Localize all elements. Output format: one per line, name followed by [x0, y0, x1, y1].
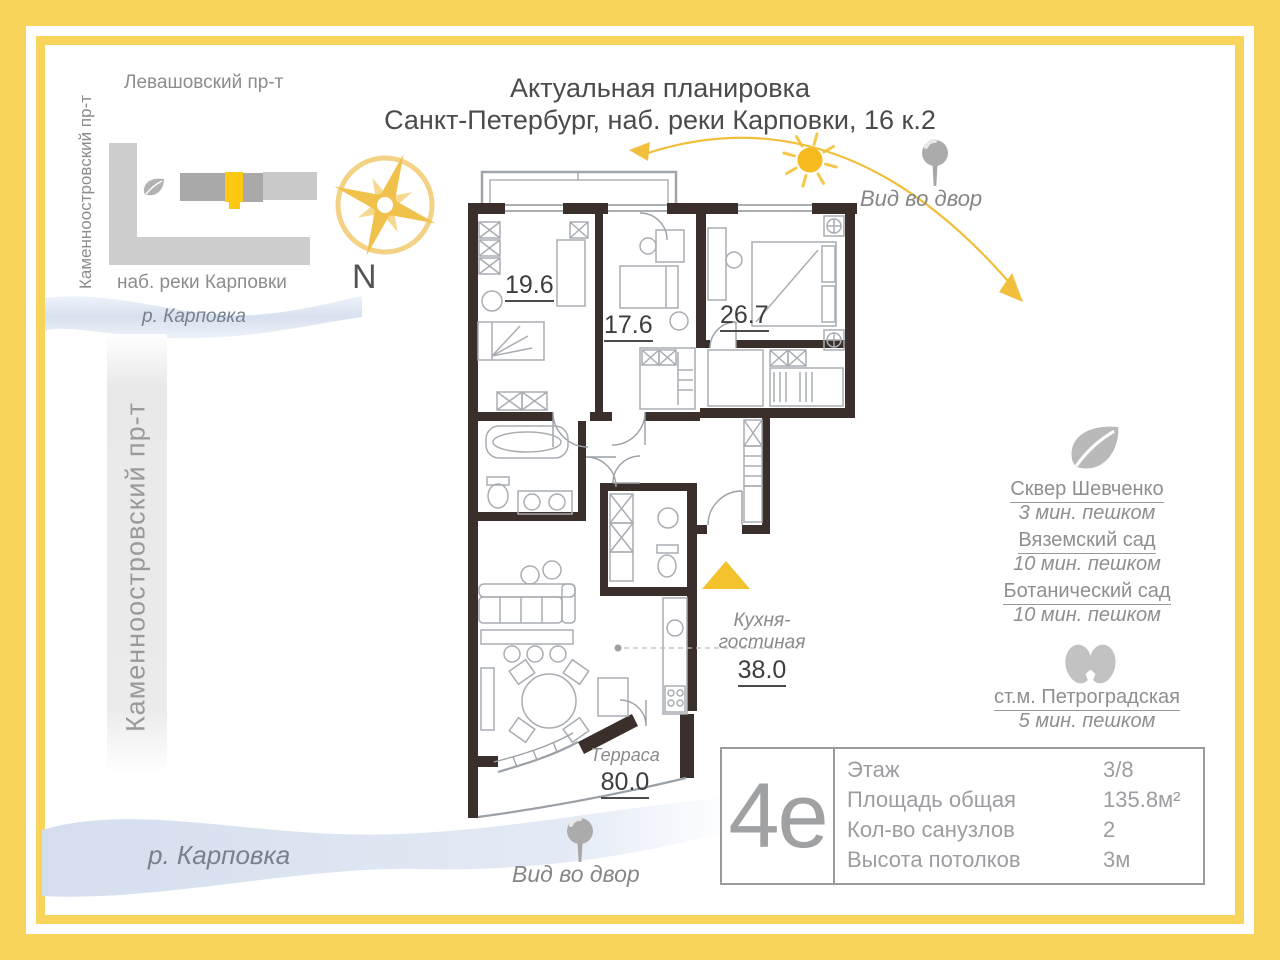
page-title	[340, 72, 980, 136]
metro-icon	[1065, 642, 1115, 687]
arc-arrowhead-right	[999, 273, 1023, 302]
title-line2: Санкт-Петербург, наб. реки Карповки, 16 к.2	[384, 105, 936, 135]
metro-station-name: ст.м. Петроградская	[952, 686, 1222, 711]
entrance-arrow-icon	[702, 561, 750, 589]
left-street-label: Каменноостровский пр-т	[120, 401, 151, 733]
amenity-2-time: 10 мин. пешком	[1013, 553, 1161, 575]
map-street-top-label: Левашовский пр-т	[124, 72, 284, 93]
amenity-3-time: 10 мин. пешком	[1013, 604, 1161, 626]
map-subject-building	[225, 172, 243, 202]
amenity-2-name: Вяземский сад	[952, 529, 1222, 554]
view-courtyard-top-label: Вид во двор	[860, 186, 983, 211]
info-row-total-area: Площадь общая 135.8м²	[847, 787, 1181, 812]
view-courtyard-bottom-label: Вид во двор	[512, 861, 640, 887]
room-area-19-6: 19.6	[505, 271, 554, 300]
metro-walk-time: 5 мин. пешком	[1018, 710, 1156, 732]
info-row-floor: Этаж 3/8	[847, 757, 1134, 782]
balcony-railing	[482, 172, 676, 205]
compass-icon	[334, 154, 435, 255]
pin-icon-top	[922, 140, 948, 186]
amenity-1-time: 3 мин. пешком	[1018, 502, 1156, 524]
map-leaf-icon	[144, 179, 164, 196]
terrace-label: Терраса 80.0	[570, 745, 680, 797]
windows	[505, 205, 812, 211]
amenity-3-name: Ботанический сад	[952, 580, 1222, 605]
kitchen-living-label: Кухня- гостиная 38.0	[702, 610, 822, 685]
title-line1: Актуальная планировка	[509, 73, 811, 103]
map-river-top-label: р. Карповка	[142, 306, 246, 327]
map-embankment-label: наб. реки Карповки	[117, 272, 287, 293]
room-area-26-7: 26.7	[720, 301, 769, 330]
park-leaf-icon	[1072, 427, 1119, 469]
room-area-17-6: 17.6	[604, 311, 653, 340]
arc-arrowhead-left	[629, 142, 650, 161]
amenity-1-name: Сквер Шевченко	[952, 478, 1222, 503]
bottom-river-label: р. Карповка	[148, 840, 291, 870]
apartment-info-table	[720, 747, 1205, 885]
floorplan	[468, 172, 857, 818]
compass-north-label: N	[352, 258, 377, 296]
map-buildings	[180, 172, 317, 209]
logo-cell	[722, 749, 835, 883]
info-row-ceiling-height: Высота потолков 3м	[847, 847, 1131, 872]
map-street-left-label: Каменноостровский пр-т	[76, 95, 95, 289]
info-rows	[835, 749, 1203, 883]
developer-logo: 4е	[728, 764, 827, 867]
map-road-horizontal	[109, 237, 310, 265]
courtyard-view-arc	[629, 138, 1023, 302]
info-row-bathrooms: Кол-во санузлов 2	[847, 817, 1116, 842]
